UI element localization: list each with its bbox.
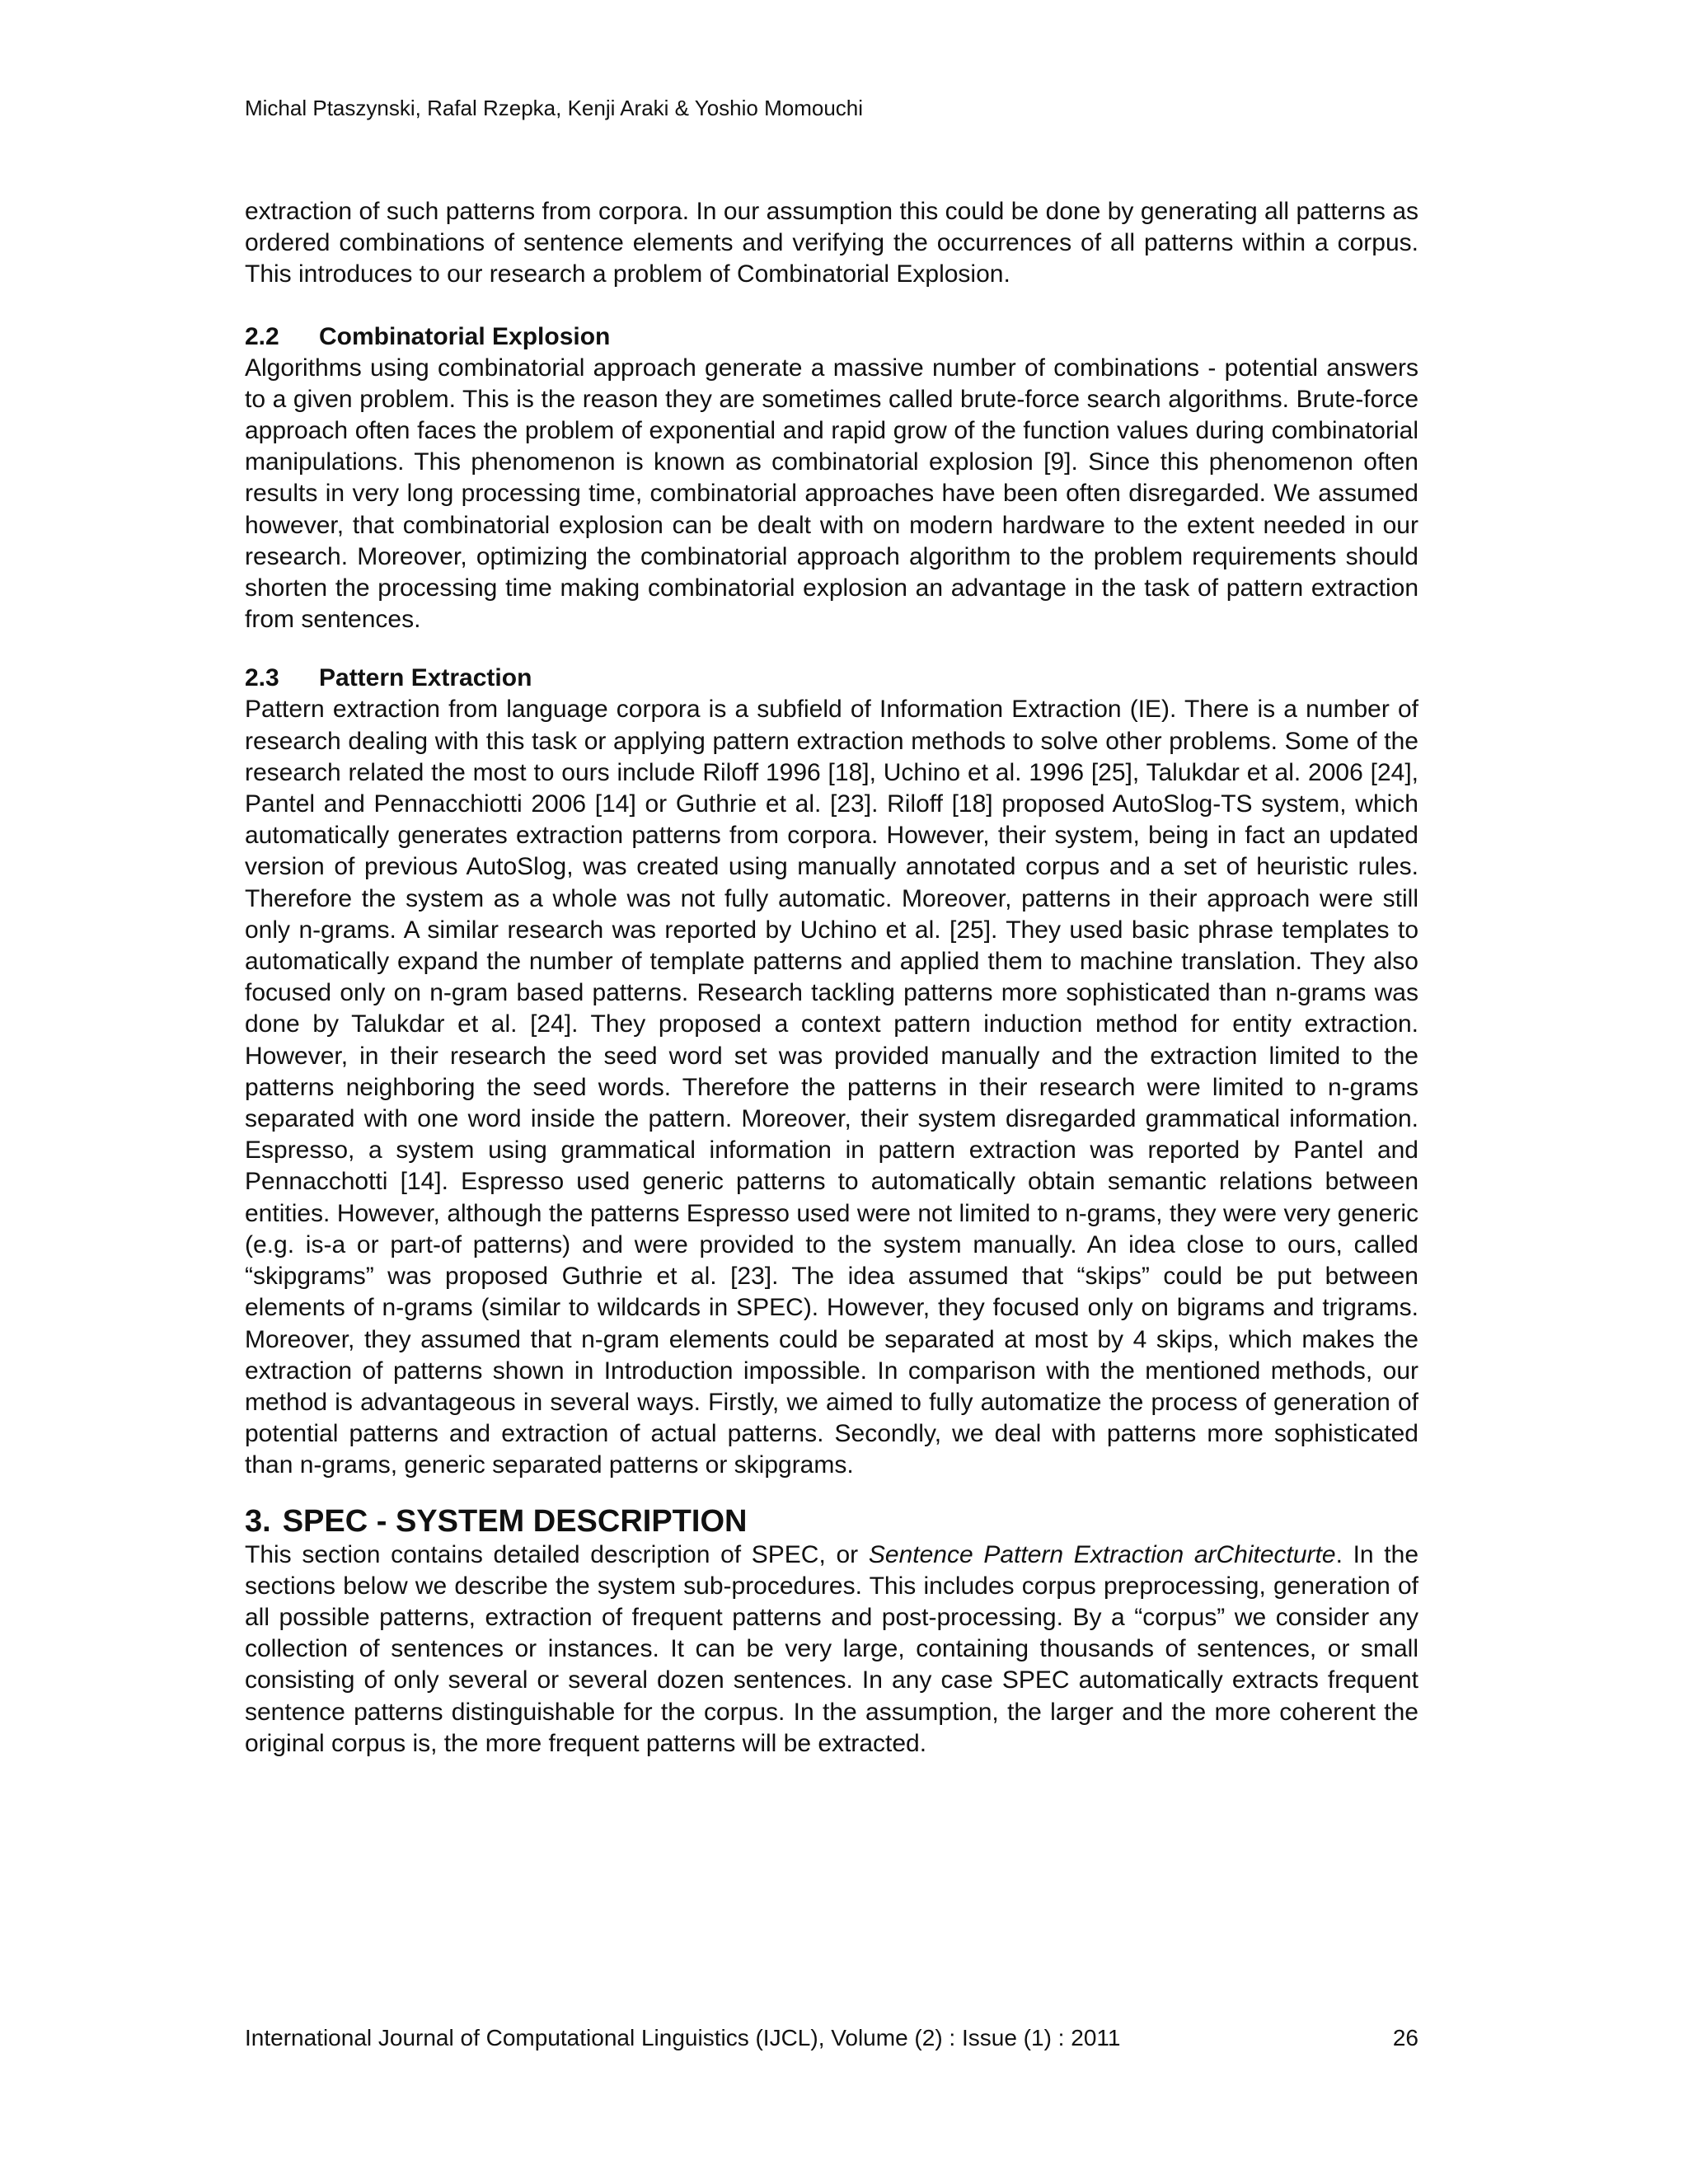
- section-2-2-heading: [245, 321, 1418, 353]
- page-body: [245, 196, 1418, 1760]
- section-2-2-body: Algorithms using combinatorial approach generate a massive number of combinations - potential answers to a given problem. This is the reason they are sometimes called brute-force search algorithms. Brute-force approach often faces the problem of exponential and rapid grow of the function values during combinatorial manipulations. This phenomenon is known as combinatorial explosion [9]. Since this phenomenon often results in very long processing time, combinatorial approaches have been often disregarded. We assumed however, that combinatorial explosion can be dealt with on modern hardware to the extent needed in our research. Moreover, optimizing the combinatorial approach algorithm to the problem requirements should shorten the processing time making combinatorial explosion an advantage in the task of pattern extraction from sentences.: [245, 354, 1418, 634]
- section-3-body-italic: Sentence Pattern Extraction arChitecturte: [868, 1540, 1336, 1568]
- section-2-3-heading: [245, 663, 1418, 694]
- section-3-body: [245, 1540, 1418, 1760]
- section-3-heading: [245, 1503, 1418, 1540]
- section-3-title: SPEC - SYSTEM DESCRIPTION: [282, 1503, 748, 1539]
- section-2-3-title: Pattern Extraction: [319, 664, 532, 692]
- footer-page-number: 26: [1392, 2025, 1418, 2050]
- section-3-body-rest: . In the sections below we describe the system sub-procedures. This includes corpus preprocessing, generation of all possible patterns, extraction of frequent patterns and post-processing. By a “corpus” we consider any collection of sentences or instances. It can be very large, containing thousands of sentences, or small consisting of only several or several dozen sentences. In any case SPEC automatically extracts frequent sentence patterns distinguishable for the corpus. In the assumption, the larger and the more coherent the original corpus is, the more frequent patterns will be extracted.: [245, 1540, 1418, 1757]
- section-2-2-number: 2.2: [245, 322, 279, 350]
- section-2-3-number: 2.3: [245, 664, 279, 692]
- section-3-body-lead: This section contains detailed description of SPEC, or: [245, 1540, 869, 1568]
- footer-journal: International Journal of Computational Linguistics (IJCL), Volume (2) : Issue (1) : 2011: [245, 2025, 1121, 2050]
- section-2-2-title: Combinatorial Explosion: [319, 322, 611, 350]
- running-header-authors: Michal Ptaszynski, Rafal Rzepka, Kenji Araki & Yoshio Momouchi: [245, 96, 864, 120]
- spacer: [245, 291, 1418, 321]
- section-3-number: 3.: [245, 1503, 271, 1539]
- spacer: [245, 635, 1418, 663]
- intro-paragraph: extraction of such patterns from corpora. In our assumption this could be done by generating all patterns as ordered combinations of sentence elements and verifying the occurrences of all patterns within a corpus. This introduces to our research a problem of Combinatorial Explosion.: [245, 198, 1418, 288]
- page-footer: [245, 2024, 1418, 2052]
- spacer: [245, 1482, 1418, 1503]
- section-2-3-body: Pattern extraction from language corpora is a subfield of Information Extraction (IE). There is a number of research dealing with this task or applying pattern extraction methods to solve other problems. Some of the research related the most to ours include Riloff 1996 [18], Uchino et al. 1996 [25], Talukdar et al. 2006 [24], Pantel and Pennacchiotti 2006 [14] or Guthrie et al. [23]. Riloff [18] proposed AutoSlog-TS system, which automatically generates extraction patterns from corpora. However, their system, being in fact an updated version of previous AutoSlog, was created using manually annotated corpus and a set of heuristic rules. Therefore the system as a whole was not fully automatic. Moreover, patterns in their approach were still only n-grams. A similar research was reported by Uchino et al. [25]. They used basic phrase templates to automatically expand the number of template patterns and applied them to machine translation. They also focused only on n-gram based patterns. Research tackling patterns more sophisticated than n-grams was done by Talukdar et al. [24]. They proposed a context pattern induction method for entity extraction. However, in their research the seed word set was provided manually and the extraction limited to the patterns neighboring the seed words. Therefore the patterns in their research were limited to n-grams separated with one word inside the pattern. Moreover, their system disregarded grammatical information. Espresso, a system using grammatical information in pattern extraction was reported by Pantel and Pennacchotti [14]. Espresso used generic patterns to automatically obtain semantic relations between entities. However, although the patterns Espresso used were not limited to n-grams, they were very generic (e.g. is-a or part-of patterns) and were provided to the system manually. An idea close to ours, called “skipgrams” was proposed Guthrie et al. [23]. The idea assumed that “skips” could be put between elements of n-grams (similar to wildcards in SPEC). However, they focused only on bigrams and trigrams. Moreover, they assumed that n-gram elements could be separated at most by 4 skips, which makes the extraction of patterns shown in Introduction impossible. In comparison with the mentioned methods, our method is advantageous in several ways. Firstly, we aimed to fully automatize the process of generation of potential patterns and extraction of actual patterns. Secondly, we deal with patterns more sophisticated than n-grams, generic separated patterns or skipgrams.: [245, 696, 1418, 1479]
